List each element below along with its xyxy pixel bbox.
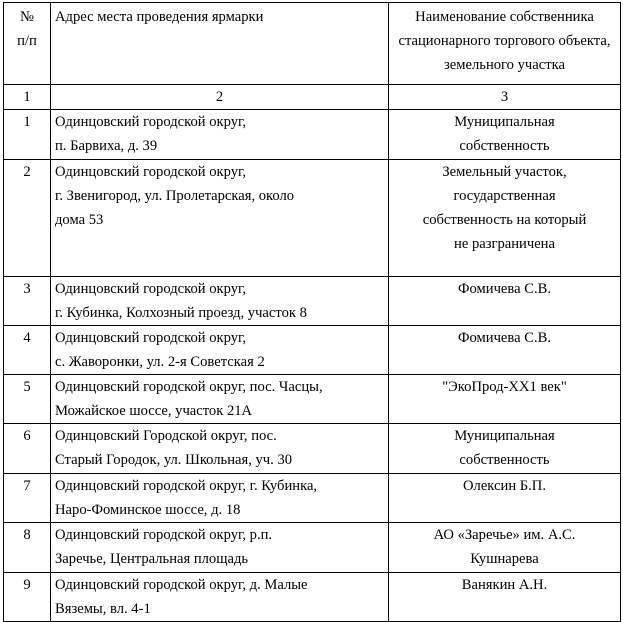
row-address: Одинцовский Городской округ, пос. Старый Городок, ул. Школьная, уч. 30 [51, 424, 389, 474]
row-owner: Олексин Б.П. [389, 474, 621, 523]
row-address: Одинцовский городской округ, пос. Часцы, Можайское шоссе, участок 21А [51, 375, 389, 424]
header-address: Адрес места проведения ярмарки [51, 3, 389, 85]
row-num: 5 [4, 375, 51, 424]
row-owner: Фомичева С.В. [389, 326, 621, 375]
row-num: 4 [4, 326, 51, 375]
row-owner: АО «Заречье» им. А.С. Кушнарева [389, 523, 621, 573]
row-address: Одинцовский городской округ, р.п. Заречье, Центральная площадь [51, 523, 389, 573]
row-num: 7 [4, 474, 51, 523]
index-cell-1: 1 [4, 85, 51, 110]
row-address: Одинцовский городской округ, с. Жаворонки, ул. 2-я Советская 2 [51, 326, 389, 375]
fair-locations-table [3, 2, 621, 622]
table-row [4, 375, 621, 424]
row-owner: "ЭкоПрод-ХХ1 век" [389, 375, 621, 424]
index-row [4, 85, 621, 110]
row-owner: Фомичева С.В. [389, 277, 621, 326]
header-row [4, 3, 621, 85]
table-row [4, 110, 621, 160]
row-owner: Муниципальная собственность [389, 110, 621, 160]
table-row [4, 326, 621, 375]
row-owner: Муниципальная собственность [389, 424, 621, 474]
table-row [4, 424, 621, 474]
table-row [4, 523, 621, 573]
header-owner: Наименование собственника стационарного торгового объекта, земельного участка [389, 3, 621, 85]
header-num: № п/п [4, 3, 51, 85]
row-num: 3 [4, 277, 51, 326]
row-owner: Земельный участок, государственная собственность на который не разграничена [389, 160, 621, 277]
row-num: 8 [4, 523, 51, 573]
row-num: 1 [4, 110, 51, 160]
row-address: Одинцовский городской округ, п. Барвиха, д. 39 [51, 110, 389, 160]
row-address: Одинцовский городской округ, г. Кубинка, Наро-Фоминское шоссе, д. 18 [51, 474, 389, 523]
table-row [4, 573, 621, 622]
table-row [4, 474, 621, 523]
row-num: 9 [4, 573, 51, 622]
table-row [4, 277, 621, 326]
row-address: Одинцовский городской округ, г. Кубинка, Колхозный проезд, участок 8 [51, 277, 389, 326]
table-row [4, 160, 621, 277]
index-cell-2: 2 [51, 85, 389, 110]
index-cell-3: 3 [389, 85, 621, 110]
row-num: 6 [4, 424, 51, 474]
row-owner: Ванякин А.Н. [389, 573, 621, 622]
row-address: Одинцовский городской округ, д. Малые Вяземы, вл. 4-1 [51, 573, 389, 622]
row-address: Одинцовский городской округ, г. Звенигород, ул. Пролетарская, около дома 53 [51, 160, 389, 277]
row-num: 2 [4, 160, 51, 277]
